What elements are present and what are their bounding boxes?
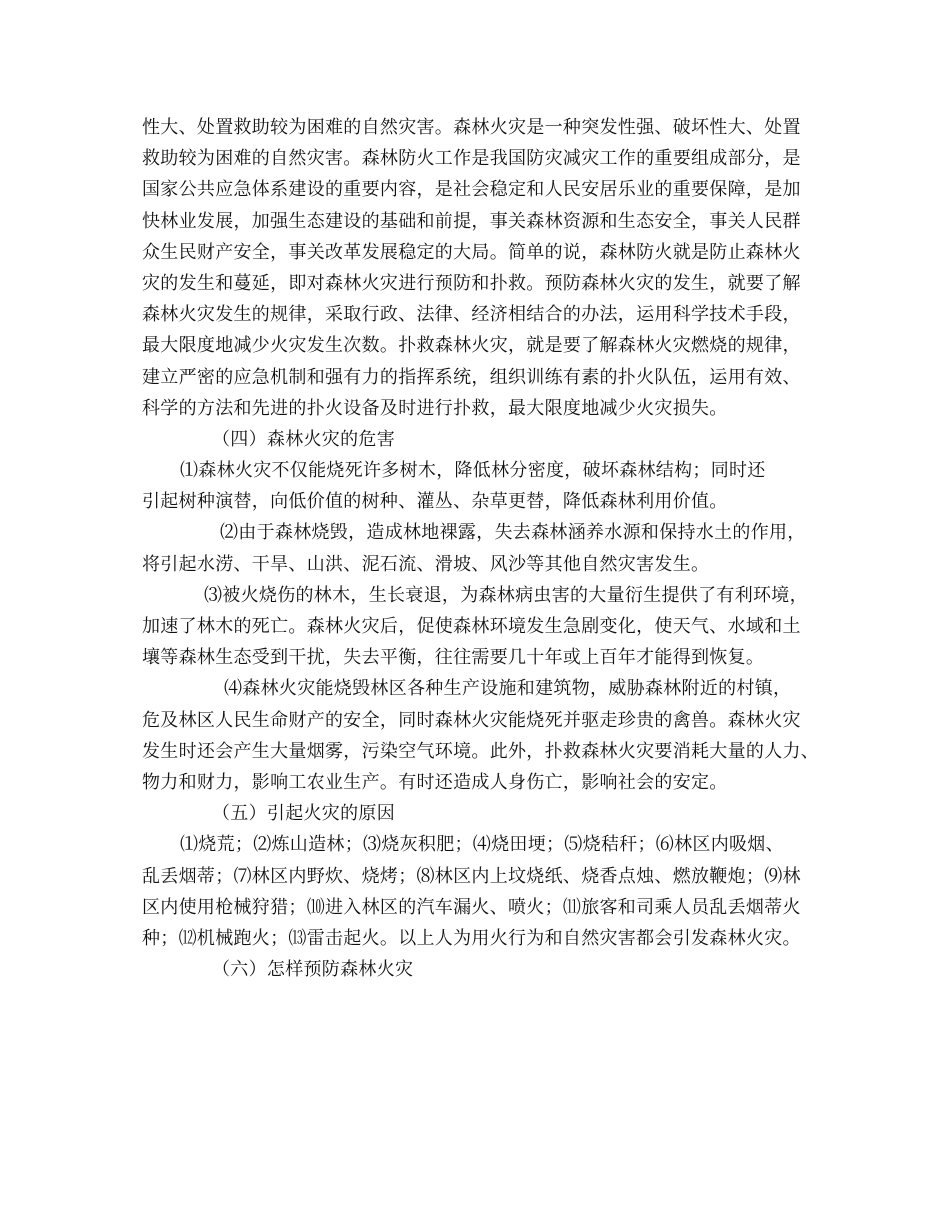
- section-heading-6: （六）怎样预防森林火灾: [212, 959, 414, 981]
- text-line: 发生时还会产生大量烟雾，污染空气环境。此外，扑救森林火灾要消耗大量的人力、: [142, 740, 820, 762]
- text-line: ⑷森林火灾能烧毁林区各种生产设施和建筑物，威胁森林附近的村镇，: [224, 678, 792, 700]
- hazard-paragraph-3: [142, 580, 827, 674]
- text-line: 加速了林木的死亡。森林火灾后，促使森林环境发生急剧变化，使天气、水域和土: [142, 616, 801, 637]
- text-line: 建立严密的应急机制和强有力的指挥系统，组织训练有素的扑火队伍，运用有效、: [142, 366, 801, 388]
- text-line: 乱丢烟蒂；⑺林区内野炊、烧烤；⑻林区内上坟烧纸、烧香点烛、燃放鞭炮；⑼林: [142, 865, 801, 887]
- text-line: 危及林区人民生命财产的安全，同时森林火灾能烧死并驱走珍贵的禽兽。森林火灾: [142, 709, 801, 731]
- text-line: 将引起水涝、干旱、山洪、泥石流、滑坡、风沙等其他自然灾害发生。: [142, 553, 710, 575]
- hazard-paragraph-2: [142, 517, 827, 579]
- text-line: 区内使用枪械狩猎；⑽进入林区的汽车漏火、喷火；⑾旅客和司乘人员乱丢烟蒂火: [142, 896, 801, 918]
- causes-paragraph: [142, 829, 827, 954]
- hazard-paragraph-1: [142, 455, 827, 517]
- text-line: 快林业发展，加强生态建设的基础和前提，事关森林资源和生态安全，事关人民群: [142, 210, 801, 232]
- text-line: 国家公共应急体系建设的重要内容，是社会稳定和人民安居乐业的重要保障，是加: [142, 179, 801, 201]
- text-line: ⑴森林火灾不仅能烧死许多树木，降低林分密度，破坏森林结构；同时还: [180, 460, 766, 482]
- text-line: ⑴烧荒；⑵炼山造林；⑶烧灰积肥；⑷烧田埂；⑸烧秸秆；⑹林区内吸烟、: [180, 834, 784, 856]
- text-line: 众生民财产安全，事关改革发展稳定的大局。简单的说，森林防火就是防止森林火: [142, 241, 801, 263]
- hazard-paragraph-4: [142, 673, 827, 798]
- intro-paragraph: [142, 112, 827, 424]
- section-heading-4: （四）森林火灾的危害: [212, 428, 395, 450]
- text-line: 引起树种演替，向低价值的树种、灌丛、杂草更替，降低森林利用价值。: [142, 491, 728, 513]
- text-line: 物力和财力，影响工农业生产。有时还造成人身伤亡，影响社会的安定。: [142, 771, 728, 793]
- text-line: 灾的发生和蔓延，即对森林火灾进行预防和扑救。预防森林火灾的发生，就要了解: [142, 272, 801, 294]
- text-line: ⑶被火烧伤的林木，生长衰退，为森林病虫害的大量衍生提供了有利环境，: [204, 584, 808, 606]
- text-line: 性大、处置救助较为困难的自然灾害。森林火灾是一种突发性强、破坏性大、处置: [142, 117, 801, 138]
- text-line: 科学的方法和先进的扑火设备及时进行扑救，最大限度地减少火灾损失。: [142, 397, 728, 419]
- text-line: 壤等森林生态受到干扰，失去平衡，往往需要几十年或上百年才能得到恢复。: [142, 647, 765, 669]
- document-page: [142, 112, 827, 985]
- text-line: ⑵由于森林烧毁，造成林地裸露，失去森林涵养水源和保持水土的作用，: [220, 522, 806, 544]
- text-line: 救助较为困难的自然灾害。森林防火工作是我国防灾减灾工作的重要组成部分，是: [142, 148, 801, 170]
- section-heading-5: （五）引起火灾的原因: [212, 803, 395, 825]
- text-line: 种；⑿机械跑火；⒀雷击起火。以上人为用火行为和自然灾害都会引发森林火灾。: [142, 927, 801, 949]
- text-line: 最大限度地减少火灾发生次数。扑救森林火灾，就是要了解森林火灾燃烧的规律，: [142, 335, 801, 357]
- text-line: 森林火灾发生的规律，采取行政、法律、经济相结合的办法，运用科学技术手段，: [142, 304, 801, 326]
